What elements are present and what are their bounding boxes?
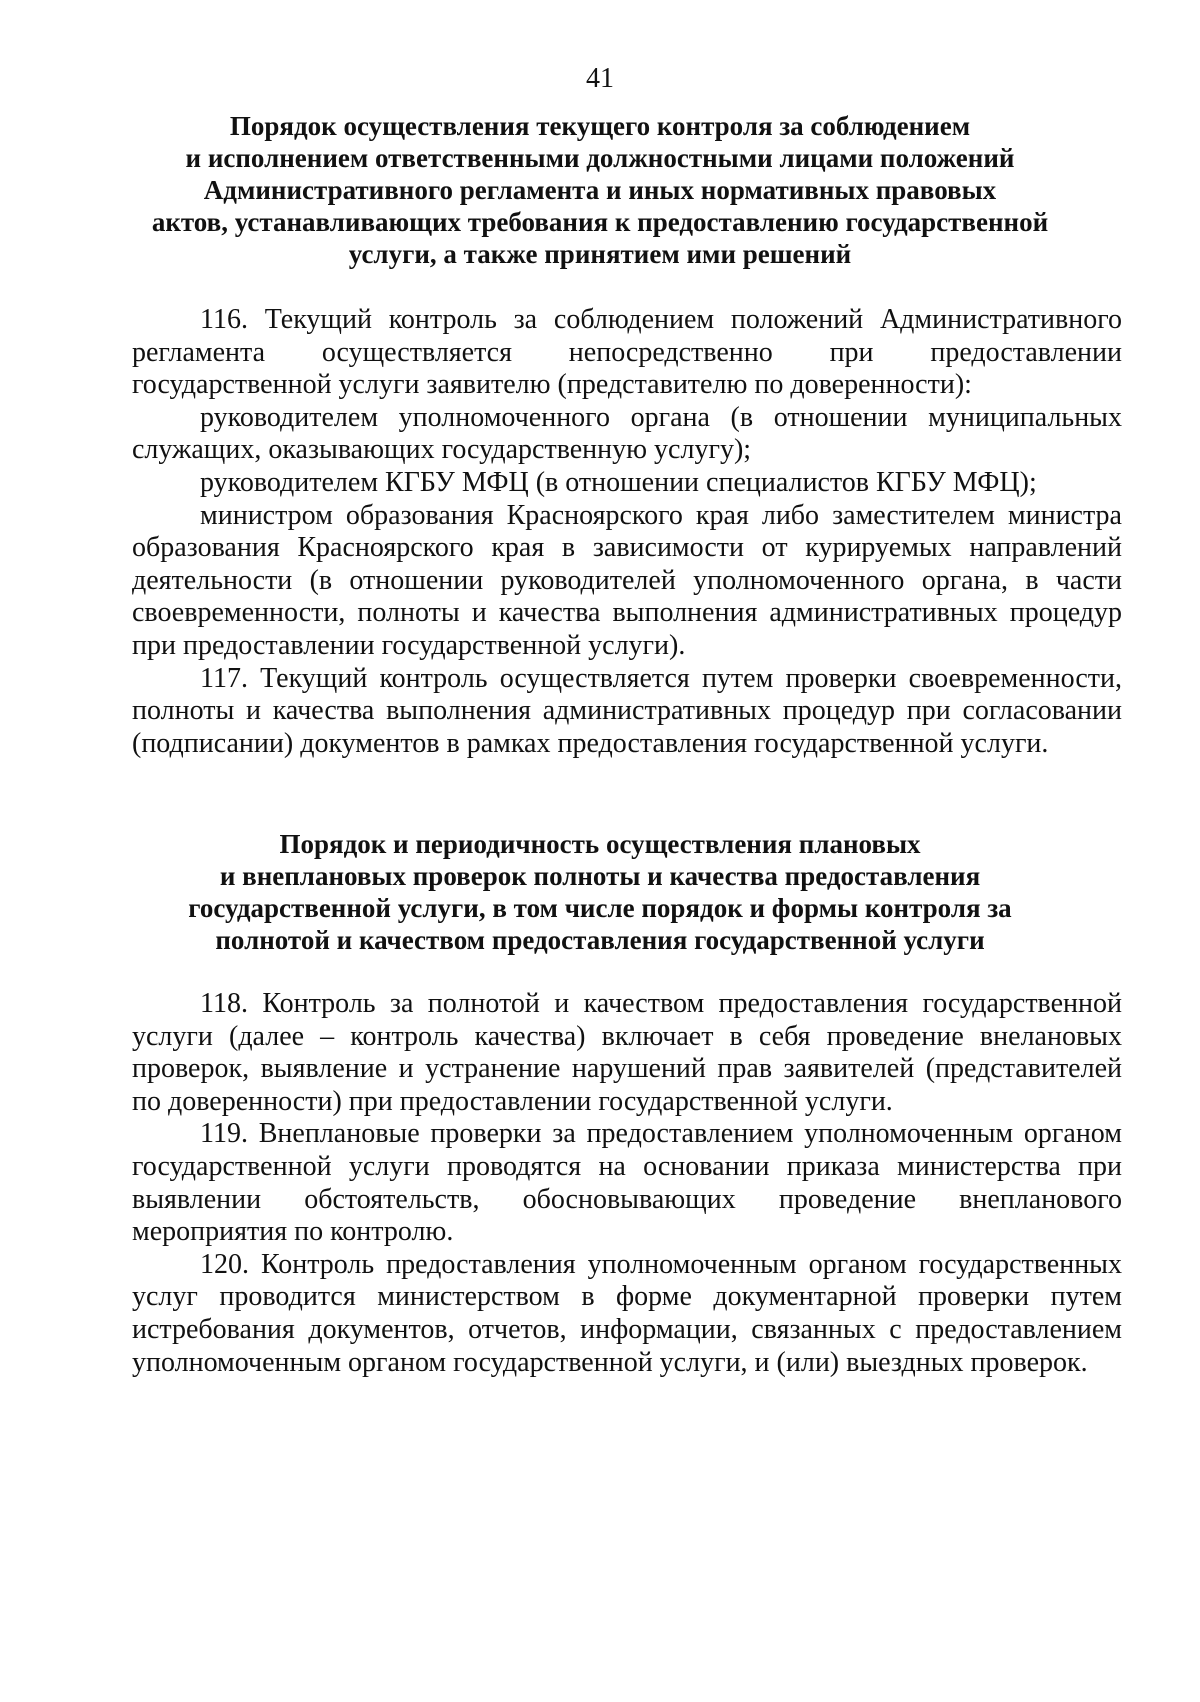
paragraph-118: 118. Контроль за полнотой и качеством предоставления государственной услуги (далее – контроль качества) включает в себя проведение внелановых проверок, выявление и устранение нарушений прав заявителей (представителей по доверенности) при предоставлении государственной услуги. <box>132 988 1122 1117</box>
paragraph-list-item: руководителем уполномоченного органа (в отношении муниципальных служащих, оказывающих государственную услугу); <box>132 401 1122 466</box>
heading-line: полнотой и качеством предоставления государственной услуги <box>215 925 985 955</box>
section-body-inspections <box>132 988 1122 1379</box>
paragraph-117: 117. Текущий контроль осуществляется путем проверки своевременности, полноты и качества выполнения административных процедур при согласовании (подписании) документов в рамках предоставления государственной услуги. <box>132 662 1122 759</box>
heading-line: Административного регламента и иных нормативных правовых <box>203 175 997 205</box>
heading-line: и внеплановых проверок полноты и качества предоставления <box>219 861 981 891</box>
section-heading-current-control <box>0 110 1200 270</box>
heading-line: услуги, а также принятием ими решений <box>348 239 852 269</box>
paragraph-119: 119. Внеплановые проверки за предоставлением уполномоченным органом государственной услуги проводятся на основании приказа министерства при выявлении обстоятельств, обосновывающих проведение внепланового мероприятия по контролю. <box>132 1118 1122 1248</box>
heading-line: Порядок и периодичность осуществления плановых <box>279 829 921 859</box>
heading-line: актов, устанавливающих требования к предоставлению государственной <box>151 207 1049 237</box>
paragraph-list-item: руководителем КГБУ МФЦ (в отношении специалистов КГБУ МФЦ); <box>200 466 1037 498</box>
page-number: 41 <box>586 63 614 94</box>
paragraph-116: 116. Текущий контроль за соблюдением положений Административного регламента осуществляется непосредственно при предоставлении государственной услуги заявителю (представителю по доверенности): <box>132 304 1122 401</box>
section-heading-inspections <box>0 828 1200 956</box>
paragraph-list-item: министром образования Красноярского края либо заместителем министра образования Красноярского края в зависимости от курируемых направлений деятельности (в отношении руководителей уполномоченного органа, в части своевременности, полноты и качества выполнения административных процедур при предоставлении государственной услуги). <box>132 499 1122 661</box>
heading-line: Порядок осуществления текущего контроля за соблюдением <box>229 111 971 141</box>
section-body-current-control <box>132 304 1122 760</box>
heading-line: государственной услуги, в том числе порядок и формы контроля за <box>188 893 1012 923</box>
heading-line: и исполнением ответственными должностными лицами положений <box>185 143 1015 173</box>
paragraph-120: 120. Контроль предоставления уполномоченным органом государственных услуг проводится министерством в форме документарной проверки путем истребования документов, отчетов, информации, связанных с предоставлением уполномоченным органом государственной услуги, и (или) выездных проверок. <box>132 1248 1122 1378</box>
